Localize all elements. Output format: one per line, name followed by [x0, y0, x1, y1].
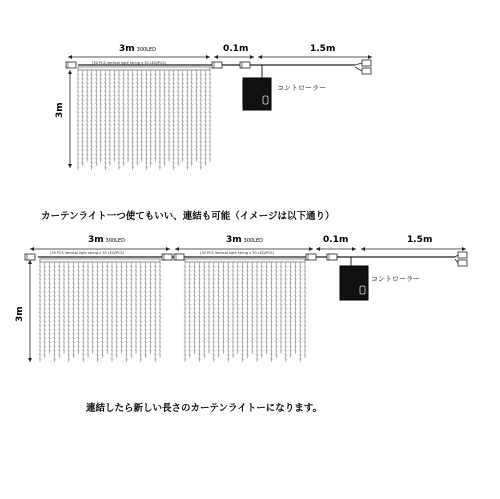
bottom-cable-dimension-arrow-right	[462, 247, 466, 251]
bottom-right-plug	[306, 254, 316, 260]
bottom-height-dimension-arrow-top	[28, 260, 32, 264]
top-controller-label: コントローラー	[277, 84, 326, 92]
bottom-gap-label: 0.1m	[323, 235, 349, 245]
bottom-width1-dimension-arrow-left	[30, 247, 34, 251]
bottom-height-dimension-arrow-bottom	[28, 358, 32, 362]
bottom-mid-plug-b	[174, 254, 184, 260]
top-cable-dimension-arrow-left	[258, 55, 262, 59]
top-left-plug	[66, 62, 76, 68]
bottom-width1-label: 3m 300LED	[88, 235, 125, 245]
top-height-dimension-arrow-bottom	[68, 164, 72, 168]
top-adapter-b	[362, 68, 371, 74]
top-adapter-a	[362, 60, 371, 66]
middle-caption: カーテンライト一つ使てもいい、連結も可能（イメージは以下通り）	[41, 211, 335, 222]
bottom-adapter-wire2	[455, 259, 458, 263]
top-height-label: 3m	[55, 102, 65, 118]
bottom-width1-dimension-arrow-right	[166, 247, 170, 251]
bottom-strip-text2: (30 PCS Vertical light string x 30 LED/PCS)	[200, 251, 274, 255]
top-gap-dimension-arrow-left	[214, 55, 218, 59]
top-width-dimension-arrow-left	[68, 55, 72, 59]
top-height-dimension-arrow-top	[68, 70, 72, 74]
bottom-controller-label: コントローラー	[371, 275, 420, 283]
bottom-controller-box	[340, 266, 368, 300]
top-gap-dimension-arrow-right	[250, 55, 254, 59]
top-curtain-bar	[78, 67, 210, 70]
bottom-curtain-2-bar	[185, 259, 305, 262]
bottom-width2-dimension-arrow-left	[175, 247, 179, 251]
top-controller-box	[243, 78, 271, 110]
top-strip-text: (30 PCS Vertical light string x 30 LED/PCS)	[92, 61, 166, 65]
top-adapter-wire2	[355, 67, 362, 71]
top-width-dimension-arrow-right	[206, 55, 210, 59]
bottom-curtain-1-bar	[40, 259, 160, 262]
bottom-height-label: 3m	[15, 306, 25, 322]
bottom-adapter-wire1	[455, 255, 458, 257]
bottom-gap-dimension-arrow-right	[352, 247, 356, 251]
bottom-adapter-a	[458, 252, 467, 258]
bottom-width2-dimension-arrow-right	[309, 247, 313, 251]
bottom-gap-plug	[327, 254, 337, 260]
top-width-sub: 300LED	[136, 47, 156, 53]
bottom-strip-text1: (30 PCS Vertical light string x 30 LED/PCS)	[50, 251, 124, 255]
bottom-width1-sub: 300LED	[105, 238, 125, 244]
top-cable-label: 1.5m	[310, 44, 336, 54]
bottom-gap-dimension-arrow-left	[316, 247, 320, 251]
bottom-left-plug	[25, 254, 35, 260]
bottom-cable-dimension-arrow-left	[361, 247, 365, 251]
bottom-mid-plug-a	[162, 254, 172, 260]
bottom-adapter-b	[458, 260, 467, 266]
top-right-plug	[212, 62, 222, 68]
top-width-label: 3m 300LED	[119, 44, 156, 54]
bottom-caption: 連結したら新しい長さのカーテンライトーになります。	[86, 403, 322, 414]
bottom-width2-sub: 300LED	[243, 238, 263, 244]
top-gap-label: 0.1m	[223, 44, 249, 54]
bottom-cable-label: 1.5m	[407, 235, 433, 245]
top-adapter-wire1	[355, 63, 362, 65]
bottom-width2-label: 3m 300LED	[226, 235, 263, 245]
top-cable-dimension-arrow-right	[368, 55, 372, 59]
top-gap-plug	[240, 62, 250, 68]
